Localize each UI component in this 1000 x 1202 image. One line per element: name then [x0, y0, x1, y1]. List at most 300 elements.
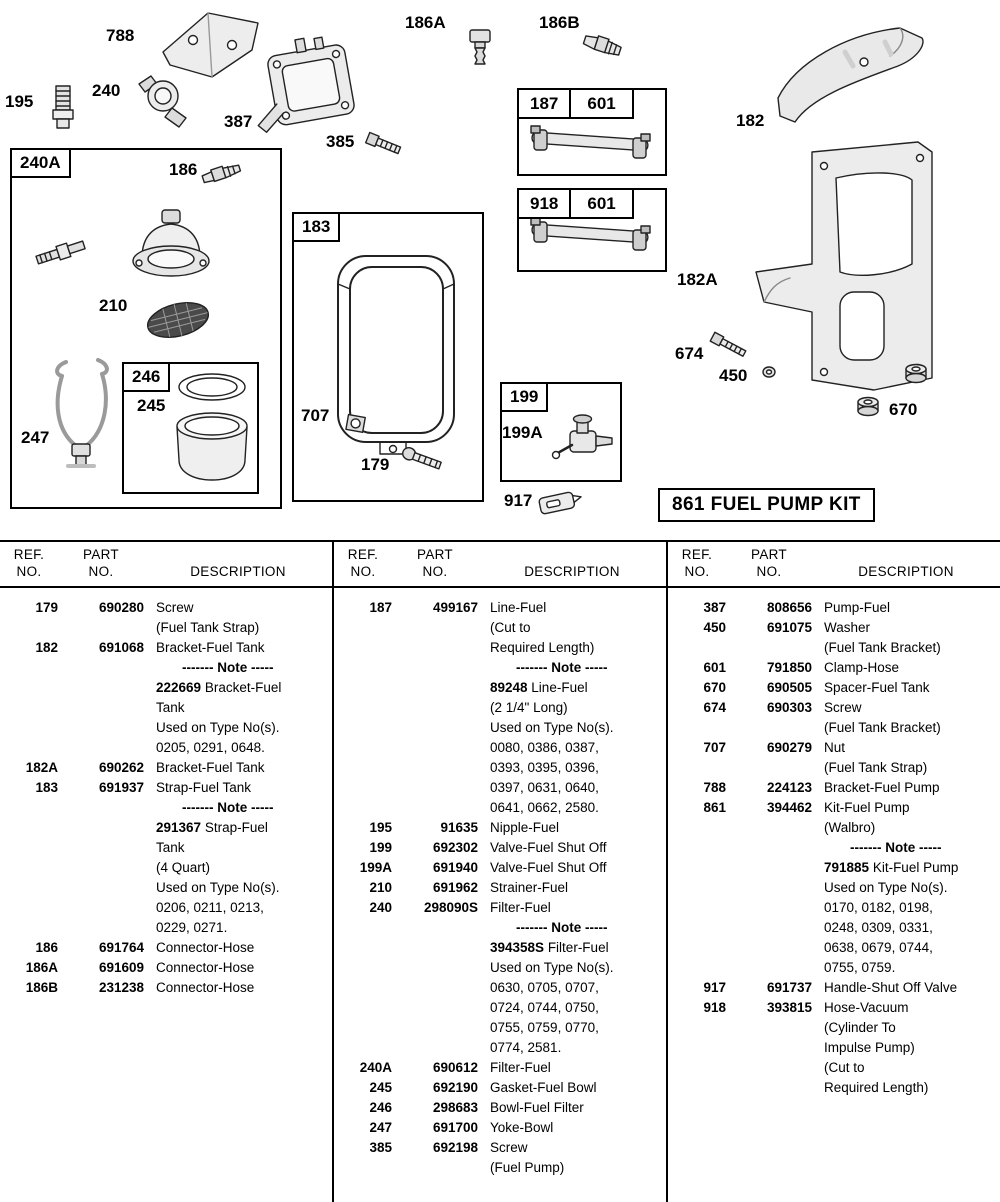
description-cell: 0774, 2581.: [490, 1039, 562, 1055]
ref-label-195: 195: [5, 92, 34, 111]
part-row: [334, 978, 666, 998]
part-no-cell: 691764: [98, 939, 144, 955]
ref-no-cell: [0, 718, 58, 738]
ref-no-cell: [0, 698, 58, 718]
header-ref-line2: NO.: [684, 563, 710, 579]
part-row: [0, 658, 332, 678]
description-cell: Bracket-Fuel Tank: [156, 639, 265, 655]
description-cell: Handle-Shut Off Valve: [824, 979, 958, 995]
ref-label-788: 788: [106, 26, 135, 45]
nipple-195-drawing: [53, 86, 73, 128]
part-no-cell: 298090S: [423, 899, 478, 915]
part-row: [334, 1118, 666, 1138]
ref-no-cell: 186: [35, 939, 58, 955]
header-part-line1: PART: [83, 547, 119, 562]
description-cell: Strainer-Fuel: [490, 879, 569, 895]
part-row: [334, 898, 666, 918]
part-no-cell: 690612: [432, 1059, 478, 1075]
description-cell: Required Length): [824, 1079, 929, 1095]
part-row: [668, 1018, 1000, 1038]
part-row: [0, 878, 332, 898]
part-no-cell: [392, 958, 478, 978]
ref-label-199A: 199A: [502, 423, 543, 442]
part-row: [668, 618, 1000, 638]
part-no-cell: [392, 758, 478, 778]
part-row: [0, 778, 332, 798]
ref-label-183: 183: [292, 212, 340, 242]
part-no-cell: 690505: [766, 679, 812, 695]
hose-box-187: [517, 88, 667, 176]
description-cell: Tank: [156, 699, 185, 715]
part-no-cell: 691737: [766, 979, 812, 995]
part-no-cell: [726, 638, 812, 658]
parts-diagram: [0, 0, 1000, 540]
ref-label-670: 670: [889, 400, 918, 419]
part-no-cell: [58, 798, 144, 818]
ref-label-601b: 601: [569, 190, 631, 217]
part-no-cell: [726, 918, 812, 938]
part-row: [0, 618, 332, 638]
ref-no-cell: 179: [35, 599, 58, 615]
table-column-3: [668, 542, 1000, 1202]
description-cell: Used on Type No(s).: [824, 879, 948, 895]
ref-label-186A: 186A: [405, 13, 446, 32]
part-row: [668, 938, 1000, 958]
part-no-cell: [392, 1158, 478, 1178]
header-part-line2: NO.: [88, 563, 114, 579]
ref-label-917: 917: [504, 491, 533, 510]
description-cell: (Fuel Tank Strap): [824, 759, 928, 775]
ref-no-cell: 187: [369, 599, 392, 615]
description-cell: Filter-Fuel: [490, 1059, 551, 1075]
ref-label-186: 186: [169, 160, 198, 179]
part-no-cell: 499167: [432, 599, 478, 615]
ref-no-cell: [334, 958, 392, 978]
ref-label-199: 199: [500, 382, 548, 412]
ref-no-cell: [0, 658, 58, 678]
part-row: [334, 1018, 666, 1038]
description-cell: (Walbro): [824, 819, 876, 835]
ref-label-247: 247: [21, 428, 50, 447]
ref-label-182A: 182A: [677, 270, 718, 289]
part-row: [668, 898, 1000, 918]
ref-no-cell: [668, 898, 726, 918]
description-cell: (2 1/4" Long): [490, 699, 568, 715]
washer-450-drawing: [763, 367, 775, 377]
description-cell: Connector-Hose: [156, 959, 255, 975]
part-no-cell: 298683: [432, 1099, 478, 1115]
part-no-cell: [726, 838, 812, 858]
part-no-cell: [726, 938, 812, 958]
part-no-cell: 690280: [98, 599, 144, 615]
description-cell: Kit-Fuel Pump: [824, 799, 910, 815]
description-cell: 0248, 0309, 0331,: [824, 919, 933, 935]
part-row: [0, 918, 332, 938]
screw-674-drawing: [710, 332, 746, 358]
part-no-cell: 691700: [432, 1119, 478, 1135]
description-cell: ------- Note -----: [182, 799, 274, 815]
part-row: [334, 598, 666, 618]
description-cell: Used on Type No(s).: [156, 879, 280, 895]
part-no-cell: [392, 658, 478, 678]
connector-186B-drawing: [583, 32, 623, 57]
part-row: [0, 978, 332, 998]
part-row: [668, 718, 1000, 738]
part-row: [668, 858, 1000, 878]
part-row: [0, 698, 332, 718]
part-row: [668, 1058, 1000, 1078]
part-row: [668, 1078, 1000, 1098]
part-row: [0, 798, 332, 818]
part-row: [334, 878, 666, 898]
table-header: [668, 542, 1000, 588]
ref-no-cell: [0, 798, 58, 818]
part-no-cell: [58, 898, 144, 918]
ref-label-246: 246: [122, 362, 170, 392]
part-row: [334, 818, 666, 838]
ref-no-cell: 186B: [25, 979, 58, 995]
part-row: [668, 838, 1000, 858]
ref-no-cell: 246: [369, 1099, 392, 1115]
part-no-cell: [58, 678, 144, 698]
part-no-cell: [392, 1018, 478, 1038]
part-no-cell: [726, 958, 812, 978]
part-no-cell: 231238: [98, 979, 144, 995]
ref-no-cell: [334, 798, 392, 818]
ref-no-cell: [668, 858, 726, 878]
ref-no-cell: [668, 718, 726, 738]
part-no-cell: [58, 858, 144, 878]
ref-no-cell: [334, 678, 392, 698]
header-description: DESCRIPTION: [524, 563, 620, 579]
part-row: [0, 718, 332, 738]
ref-label-182: 182: [736, 111, 765, 130]
description-cell: 0630, 0705, 0707,: [490, 979, 599, 995]
ref-no-cell: [668, 1078, 726, 1098]
ref-label-385: 385: [326, 132, 355, 151]
header-description: DESCRIPTION: [190, 563, 286, 579]
table-rows: [0, 588, 332, 998]
ref-no-cell: [668, 818, 726, 838]
part-no-cell: [392, 698, 478, 718]
parts-table: [0, 540, 1000, 1202]
part-no-cell: 808656: [766, 599, 812, 615]
description-cell: Used on Type No(s).: [156, 719, 280, 735]
part-no-cell: [726, 878, 812, 898]
description-cell: 0724, 0744, 0750,: [490, 999, 599, 1015]
ref-no-cell: [334, 638, 392, 658]
part-no-cell: [58, 878, 144, 898]
part-no-cell: [58, 718, 144, 738]
table-rows: [334, 588, 666, 1178]
part-row: [334, 698, 666, 718]
part-row: [334, 678, 666, 698]
description-cell: 0755, 0759, 0770,: [490, 1019, 599, 1035]
screw-385-drawing: [366, 133, 402, 156]
part-row: [334, 958, 666, 978]
part-no-cell: [392, 718, 478, 738]
part-no-cell: 791850: [766, 659, 812, 675]
description-cell: Screw: [156, 599, 194, 615]
description-cell: Filter-Fuel: [490, 899, 551, 915]
part-no-cell: [58, 738, 144, 758]
ref-no-cell: 861: [703, 799, 726, 815]
part-row: [668, 598, 1000, 618]
header-part-no: [58, 547, 144, 581]
part-row: [334, 618, 666, 638]
description-cell: Screw: [824, 699, 862, 715]
ref-label-707: 707: [301, 406, 330, 425]
ref-no-cell: [334, 658, 392, 678]
part-row: [668, 738, 1000, 758]
ref-no-cell: 387: [703, 599, 726, 615]
table-rows: [668, 588, 1000, 1098]
part-row: [668, 998, 1000, 1018]
part-no-cell: 393815: [766, 999, 812, 1015]
ref-no-cell: 240A: [359, 1059, 392, 1075]
part-no-cell: [58, 698, 144, 718]
part-row: [334, 1078, 666, 1098]
ref-no-cell: 674: [703, 699, 726, 715]
ref-label-240: 240: [92, 81, 121, 100]
description-cell: 0205, 0291, 0648.: [156, 739, 265, 755]
ref-no-cell: 918: [703, 999, 726, 1015]
description-cell: ------- Note -----: [516, 919, 608, 935]
ref-no-cell: [334, 758, 392, 778]
part-row: [668, 798, 1000, 818]
description-cell: 0393, 0395, 0396,: [490, 759, 599, 775]
description-cell: Bowl-Fuel Filter: [490, 1099, 584, 1115]
part-row: [668, 778, 1000, 798]
ref-no-cell: [334, 978, 392, 998]
ref-no-cell: 245: [369, 1079, 392, 1095]
description-cell: Connector-Hose: [156, 939, 255, 955]
description-cell: 0080, 0386, 0387,: [490, 739, 599, 755]
part-row: [334, 918, 666, 938]
part-row: [334, 658, 666, 678]
pump-387-drawing: [245, 32, 356, 134]
part-no-cell: 691075: [766, 619, 812, 635]
ref-no-cell: [334, 938, 392, 958]
ref-label-601: 601: [569, 90, 631, 117]
description-cell: 222669 Bracket-Fuel: [156, 679, 282, 695]
part-row: [334, 798, 666, 818]
part-row: [334, 778, 666, 798]
ref-no-cell: [334, 1038, 392, 1058]
ref-no-cell: 182: [35, 639, 58, 655]
part-row: [668, 1038, 1000, 1058]
part-no-cell: [392, 778, 478, 798]
part-no-cell: 91635: [440, 819, 478, 835]
description-cell: Screw: [490, 1139, 528, 1155]
part-no-cell: [392, 918, 478, 938]
part-no-cell: [58, 618, 144, 638]
ref-no-cell: 199A: [359, 859, 392, 875]
header-ref-line1: REF.: [347, 547, 379, 562]
part-row: [668, 958, 1000, 978]
ref-no-cell: 601: [703, 659, 726, 675]
part-no-cell: 691937: [98, 779, 144, 795]
header-part-no: [726, 547, 812, 581]
part-no-cell: [392, 938, 478, 958]
ref-no-cell: 788: [703, 779, 726, 795]
ref-label-450: 450: [719, 366, 748, 385]
hose-box-918: [517, 188, 667, 272]
description-cell: Tank: [156, 839, 185, 855]
ref-no-cell: [0, 898, 58, 918]
description-cell: Connector-Hose: [156, 979, 255, 995]
ref-no-cell: [0, 818, 58, 838]
description-cell: 291367 Strap-Fuel: [156, 819, 268, 835]
table-column-1: [0, 542, 332, 1202]
ref-no-cell: 707: [703, 739, 726, 755]
description-cell: (Fuel Tank Bracket): [824, 639, 941, 655]
header-ref-no: [668, 547, 726, 581]
ref-no-cell: [668, 838, 726, 858]
ref-no-cell: [334, 718, 392, 738]
part-no-cell: [392, 678, 478, 698]
description-cell: 0638, 0679, 0744,: [824, 939, 933, 955]
part-row: [334, 718, 666, 738]
part-row: [0, 738, 332, 758]
part-row: [334, 1158, 666, 1178]
part-row: [668, 758, 1000, 778]
part-row: [0, 678, 332, 698]
ref-no-cell: [668, 918, 726, 938]
ref-no-cell: [334, 1018, 392, 1038]
ref-label-187: 187: [530, 94, 559, 113]
part-row: [668, 678, 1000, 698]
ref-no-cell: [334, 698, 392, 718]
part-row: [0, 598, 332, 618]
part-row: [0, 758, 332, 778]
ref-label-240A: 240A: [10, 148, 71, 178]
bracket-182-drawing: [778, 28, 923, 122]
part-row: [334, 838, 666, 858]
description-cell: (Cylinder To: [824, 1019, 896, 1035]
part-no-cell: [392, 738, 478, 758]
part-no-cell: 224123: [766, 779, 812, 795]
description-cell: (Fuel Tank Bracket): [824, 719, 941, 735]
part-row: [668, 978, 1000, 998]
part-row: [668, 918, 1000, 938]
bracket-182A-drawing: [756, 142, 932, 390]
description-cell: 791885 Kit-Fuel Pump: [824, 859, 959, 875]
description-cell: Hose-Vacuum: [824, 999, 909, 1015]
part-no-cell: [726, 1078, 812, 1098]
description-cell: Yoke-Bowl: [490, 1119, 554, 1135]
ref-no-cell: [668, 638, 726, 658]
description-cell: Nipple-Fuel: [490, 819, 560, 835]
part-row: [0, 638, 332, 658]
ref-no-cell: [668, 1018, 726, 1038]
header-part-line1: PART: [751, 547, 787, 562]
header-description: DESCRIPTION: [858, 563, 954, 579]
header-ref-line2: NO.: [350, 563, 376, 579]
part-no-cell: [58, 658, 144, 678]
part-no-cell: 690279: [766, 739, 812, 755]
part-row: [334, 1138, 666, 1158]
ref-label-387: 387: [224, 112, 253, 131]
part-row: [0, 818, 332, 838]
filter-240-drawing: [139, 76, 186, 127]
ref-no-cell: 240: [369, 899, 392, 915]
header-part-line1: PART: [417, 547, 453, 562]
description-cell: Clamp-Hose: [824, 659, 900, 675]
ref-no-cell: [668, 938, 726, 958]
description-cell: Impulse Pump): [824, 1039, 915, 1055]
part-row: [0, 858, 332, 878]
description-cell: (Cut to: [824, 1059, 865, 1075]
table-header: [0, 542, 332, 588]
description-cell: 0397, 0631, 0640,: [490, 779, 599, 795]
description-cell: Nut: [824, 739, 846, 755]
description-cell: Washer: [824, 619, 871, 635]
description-cell: Bracket-Fuel Tank: [156, 759, 265, 775]
hose-box-918-labels: [517, 188, 634, 219]
part-no-cell: 692190: [432, 1079, 478, 1095]
handle-917-drawing: [539, 490, 583, 514]
description-cell: Bracket-Fuel Pump: [824, 779, 940, 795]
ref-no-cell: [668, 878, 726, 898]
bracket-788-drawing: [163, 13, 258, 77]
part-no-cell: 690262: [98, 759, 144, 775]
part-no-cell: [726, 718, 812, 738]
ref-no-cell: [334, 778, 392, 798]
ref-no-cell: [334, 918, 392, 938]
connector-186A-drawing: [470, 30, 490, 64]
description-cell: 0641, 0662, 2580.: [490, 799, 599, 815]
description-cell: 0755, 0759.: [824, 959, 896, 975]
description-cell: (4 Quart): [156, 859, 211, 875]
part-row: [0, 838, 332, 858]
part-no-cell: 690303: [766, 699, 812, 715]
header-part-no: [392, 547, 478, 581]
ref-no-cell: [0, 858, 58, 878]
header-ref-line2: NO.: [16, 563, 42, 579]
part-row: [334, 1038, 666, 1058]
ref-no-cell: [668, 958, 726, 978]
description-cell: 0170, 0182, 0198,: [824, 899, 933, 915]
description-cell: ------- Note -----: [850, 839, 942, 855]
ref-no-cell: [334, 618, 392, 638]
ref-no-cell: 385: [369, 1139, 392, 1155]
part-no-cell: [726, 1018, 812, 1038]
ref-no-cell: [334, 1158, 392, 1178]
ref-no-cell: [668, 758, 726, 778]
part-no-cell: 692302: [432, 839, 478, 855]
description-cell: ------- Note -----: [182, 659, 274, 675]
ref-no-cell: [0, 838, 58, 858]
ref-no-cell: 917: [703, 979, 726, 995]
part-row: [334, 638, 666, 658]
part-no-cell: 691609: [98, 959, 144, 975]
description-cell: Strap-Fuel Tank: [156, 779, 252, 795]
header-part-line2: NO.: [422, 563, 448, 579]
part-no-cell: [392, 998, 478, 1018]
description-cell: Valve-Fuel Shut Off: [490, 839, 607, 855]
part-no-cell: [392, 798, 478, 818]
ref-no-cell: [0, 738, 58, 758]
ref-label-245: 245: [137, 396, 166, 415]
ref-label-186B: 186B: [539, 13, 580, 32]
ref-no-cell: 182A: [25, 759, 58, 775]
description-cell: Gasket-Fuel Bowl: [490, 1079, 597, 1095]
part-no-cell: [392, 618, 478, 638]
ref-no-cell: 183: [35, 779, 58, 795]
description-cell: Pump-Fuel: [824, 599, 891, 615]
part-row: [334, 938, 666, 958]
